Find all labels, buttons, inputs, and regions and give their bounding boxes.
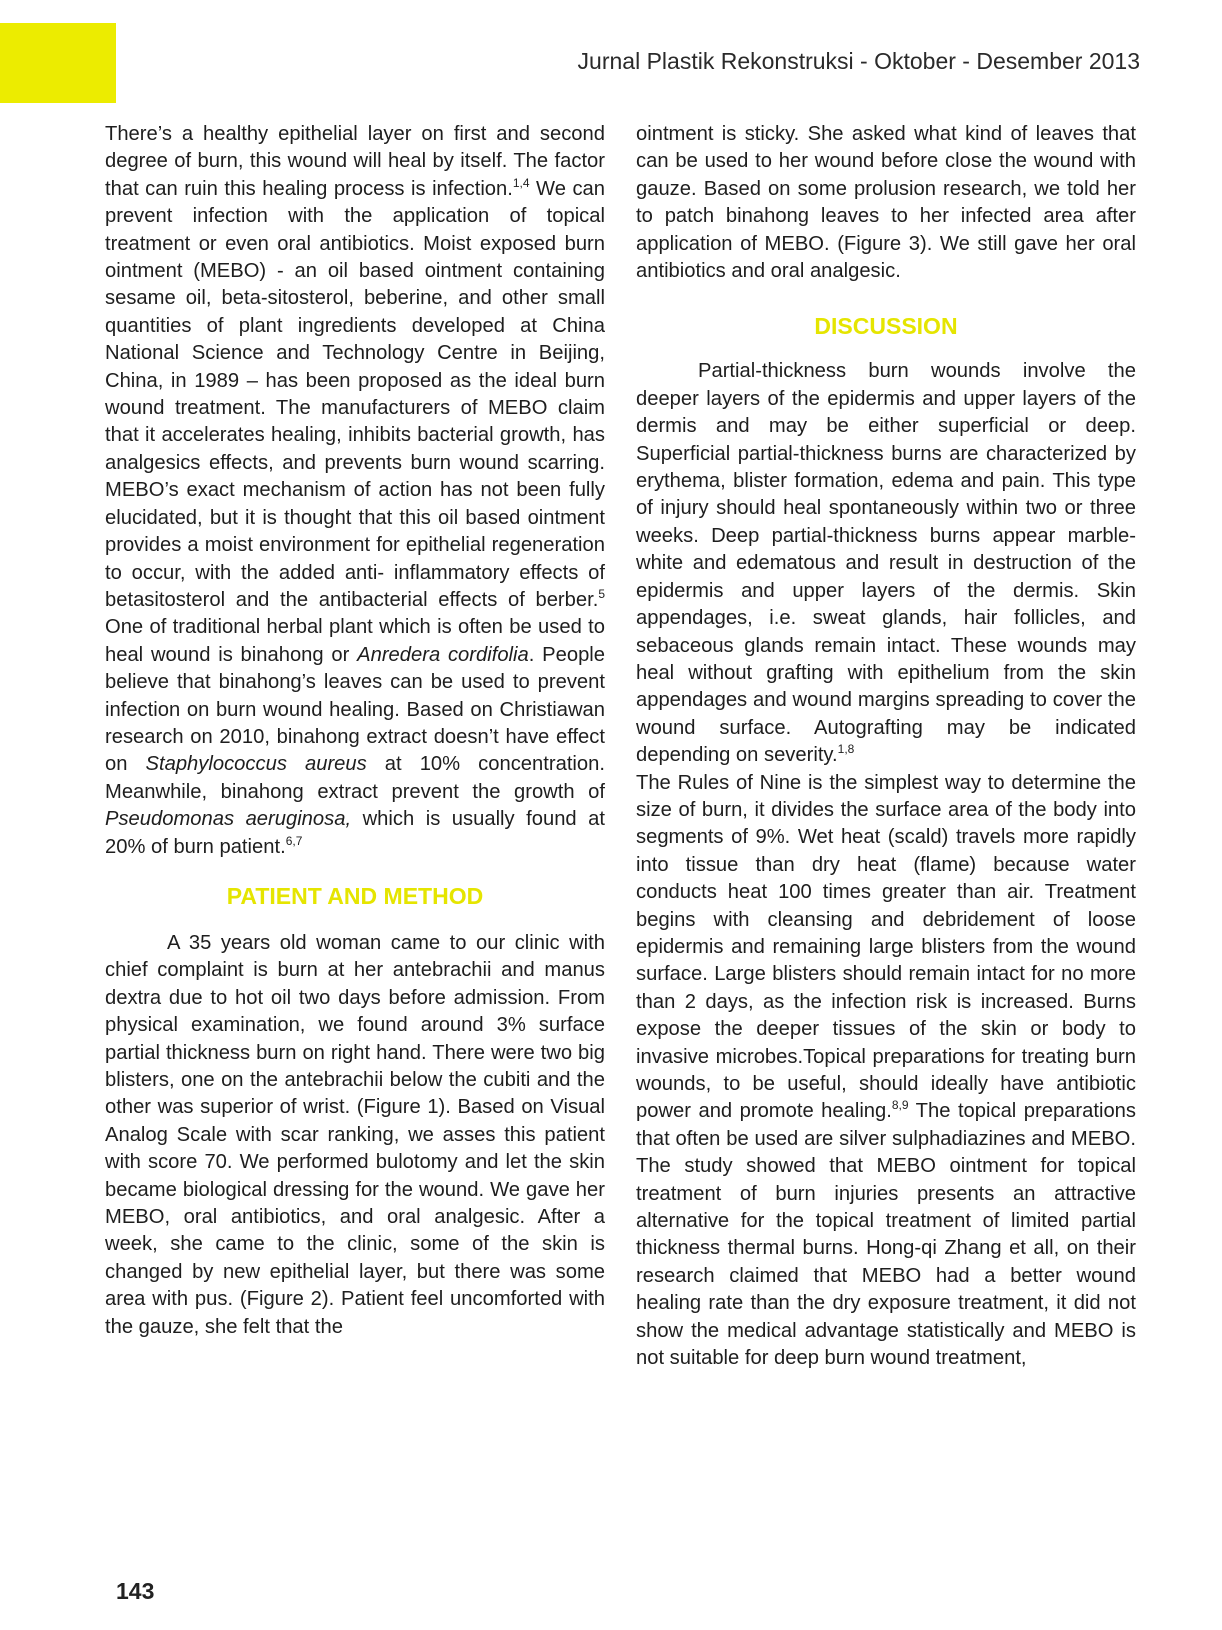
species-name: Pseudomonas aeruginosa, (105, 808, 352, 831)
citation: 8,9 (891, 1098, 909, 1113)
paragraph-intro: There’s a healthy epithelial layer on first and second degree of burn, this wound will heal by itself. The factor that can ruin this healing process is infection.$^{1,4}$ We can prevent infection with the application of topical treatment or even oral antibiotics. Moist exposed burn ointment (MEBO) - an oil based ointment containing sesame oil, beta-sitosterol, beberine, and other small quantities of plant ingredients developed at China National Science and Technology Centre in Beijing, China, in 1989 – has been proposed as the ideal burn wound treatment. The manufacturers of MEBO claim that it accelerates healing, inhibits bacterial growth, has analgesics effects, and prevents burn wound scarring. MEBO’s exact mechanism of action has not been fully elucidated, but it is thought that this oil based ointment provides a moist environment for epithelial regeneration to occur, with the added anti- inflammatory effects of betasitosterol and the antibacterial effects of berber.$^5$ One of traditional herbal plant which is often be used to heal wound is binahong or Anredera cordifolia. People believe that binahong’s leaves can be used to prevent infection on burn wound healing. Based on Christiawan research on 2010, binahong extract doesn’t have effect on Staphylococcus aureus at 10% concentration. Meanwhile, binahong extract prevent the growth of Pseudomonas aeruginosa, which is usually found at 20% of burn patient.$^{6,7}$ (105, 123, 606, 858)
paragraph-case-continued: ointment is sticky. She asked what kind of leaves that can be used to her wound before close the wound with gauze. Based on some prolusion research, we told her to patch binahong leaves to her infected area after application of MEBO. (Figure 3). We still gave her oral antibiotics and oral analgesic. (636, 123, 1136, 283)
species-name: Staphylococcus aureus (145, 753, 367, 776)
species-name: Anredera cordifolia (357, 643, 529, 666)
paragraph-discussion-1: Partial-thickness burn wounds involve the deeper layers of the epidermis and upper layers of the dermis and may be either superficial or deep. Superficial partial-thickness burns are characterized by erythema, blister formation, edema and pain. This type of injury should heal spontaneously within two or three weeks. Deep partial-thickness burns appear marble-white and edematous and result in destruction of the epidermis and upper layers of the dermis. Skin appendages, i.e. sweat glands, hair follicles, and sebaceous glands remain intact. These wounds may heal without grafting with epithelium from the skin appendages and wound margins spreading to cover the wound surface. Autografting may be indicated depending on severity.$^{1,8}$ (636, 360, 1136, 767)
section-heading-discussion: DISCUSSION (814, 313, 958, 340)
section-heading-patient-method: PATIENT AND METHOD (226, 882, 484, 909)
paragraph-discussion-2: The Rules of Nine is the simplest way to determine the size of burn, it divides the surface area of the body into segments of 9%. Wet heat (scald) travels more rapidly into tissue than dry heat (flame) because water conducts heat 100 times greater than air. Treatment begins with cleansing and debridement of loose epidermis and remaining large blisters from the wound surface. Large blisters should remain intact for no more than 2 days, as the infection risk is increased. Burns expose the deeper tissues of the skin or body to invasive microbes.Topical preparations for treating burn wounds, to be useful, should ideally have antibiotic power and promote healing.$^{8,9}$ The topical preparations that often be used are silver sulphadiazines and MEBO. The study showed that MEBO ointment for topical treatment of burn injuries presents an attractive alternative for the topical treatment of limited partial thickness thermal burns. Hong-qi Zhang et all, on their research claimed that MEBO had a better wound healing rate than the dry exposure treatment, it did not show the medical advantage statistically and MEBO is not suitable for deep burn wound treatment, (636, 771, 1136, 1370)
citation: 5 (598, 586, 605, 601)
right-column (636, 121, 1136, 1372)
citation: 1,8 (837, 742, 855, 757)
page-number: 143 (116, 1578, 155, 1604)
running-header: Jurnal Plastik Rekonstruksi - Oktober - Desember 2013 (577, 48, 1140, 74)
paragraph-case: A 35 years old woman came to our clinic with chief complaint is burn at her antebrachii and manus dextra due to hot oil two days before admission. From physical examination, we found around 3% surface partial thickness burn on right hand. There were two big blisters, one on the antebrachii below the cubiti and the other was superior of wrist. (Figure 1). Based on Visual Analog Scale with scar ranking, we asses this patient with score 70. We performed bulotomy and let the skin became biological dressing for the wound. We gave her MEBO, oral antibiotics, and oral analgesic. After a week, she came to the clinic, some of the skin is changed by new epithelial layer, but there was some area with pus. (Figure 2). Patient feel uncomforted with the gauze, she felt that the (105, 931, 605, 1338)
citation: 1,4 (512, 175, 530, 190)
left-column (105, 121, 605, 1341)
yellow-corner-block (0, 23, 116, 103)
citation: 6,7 (285, 833, 303, 848)
